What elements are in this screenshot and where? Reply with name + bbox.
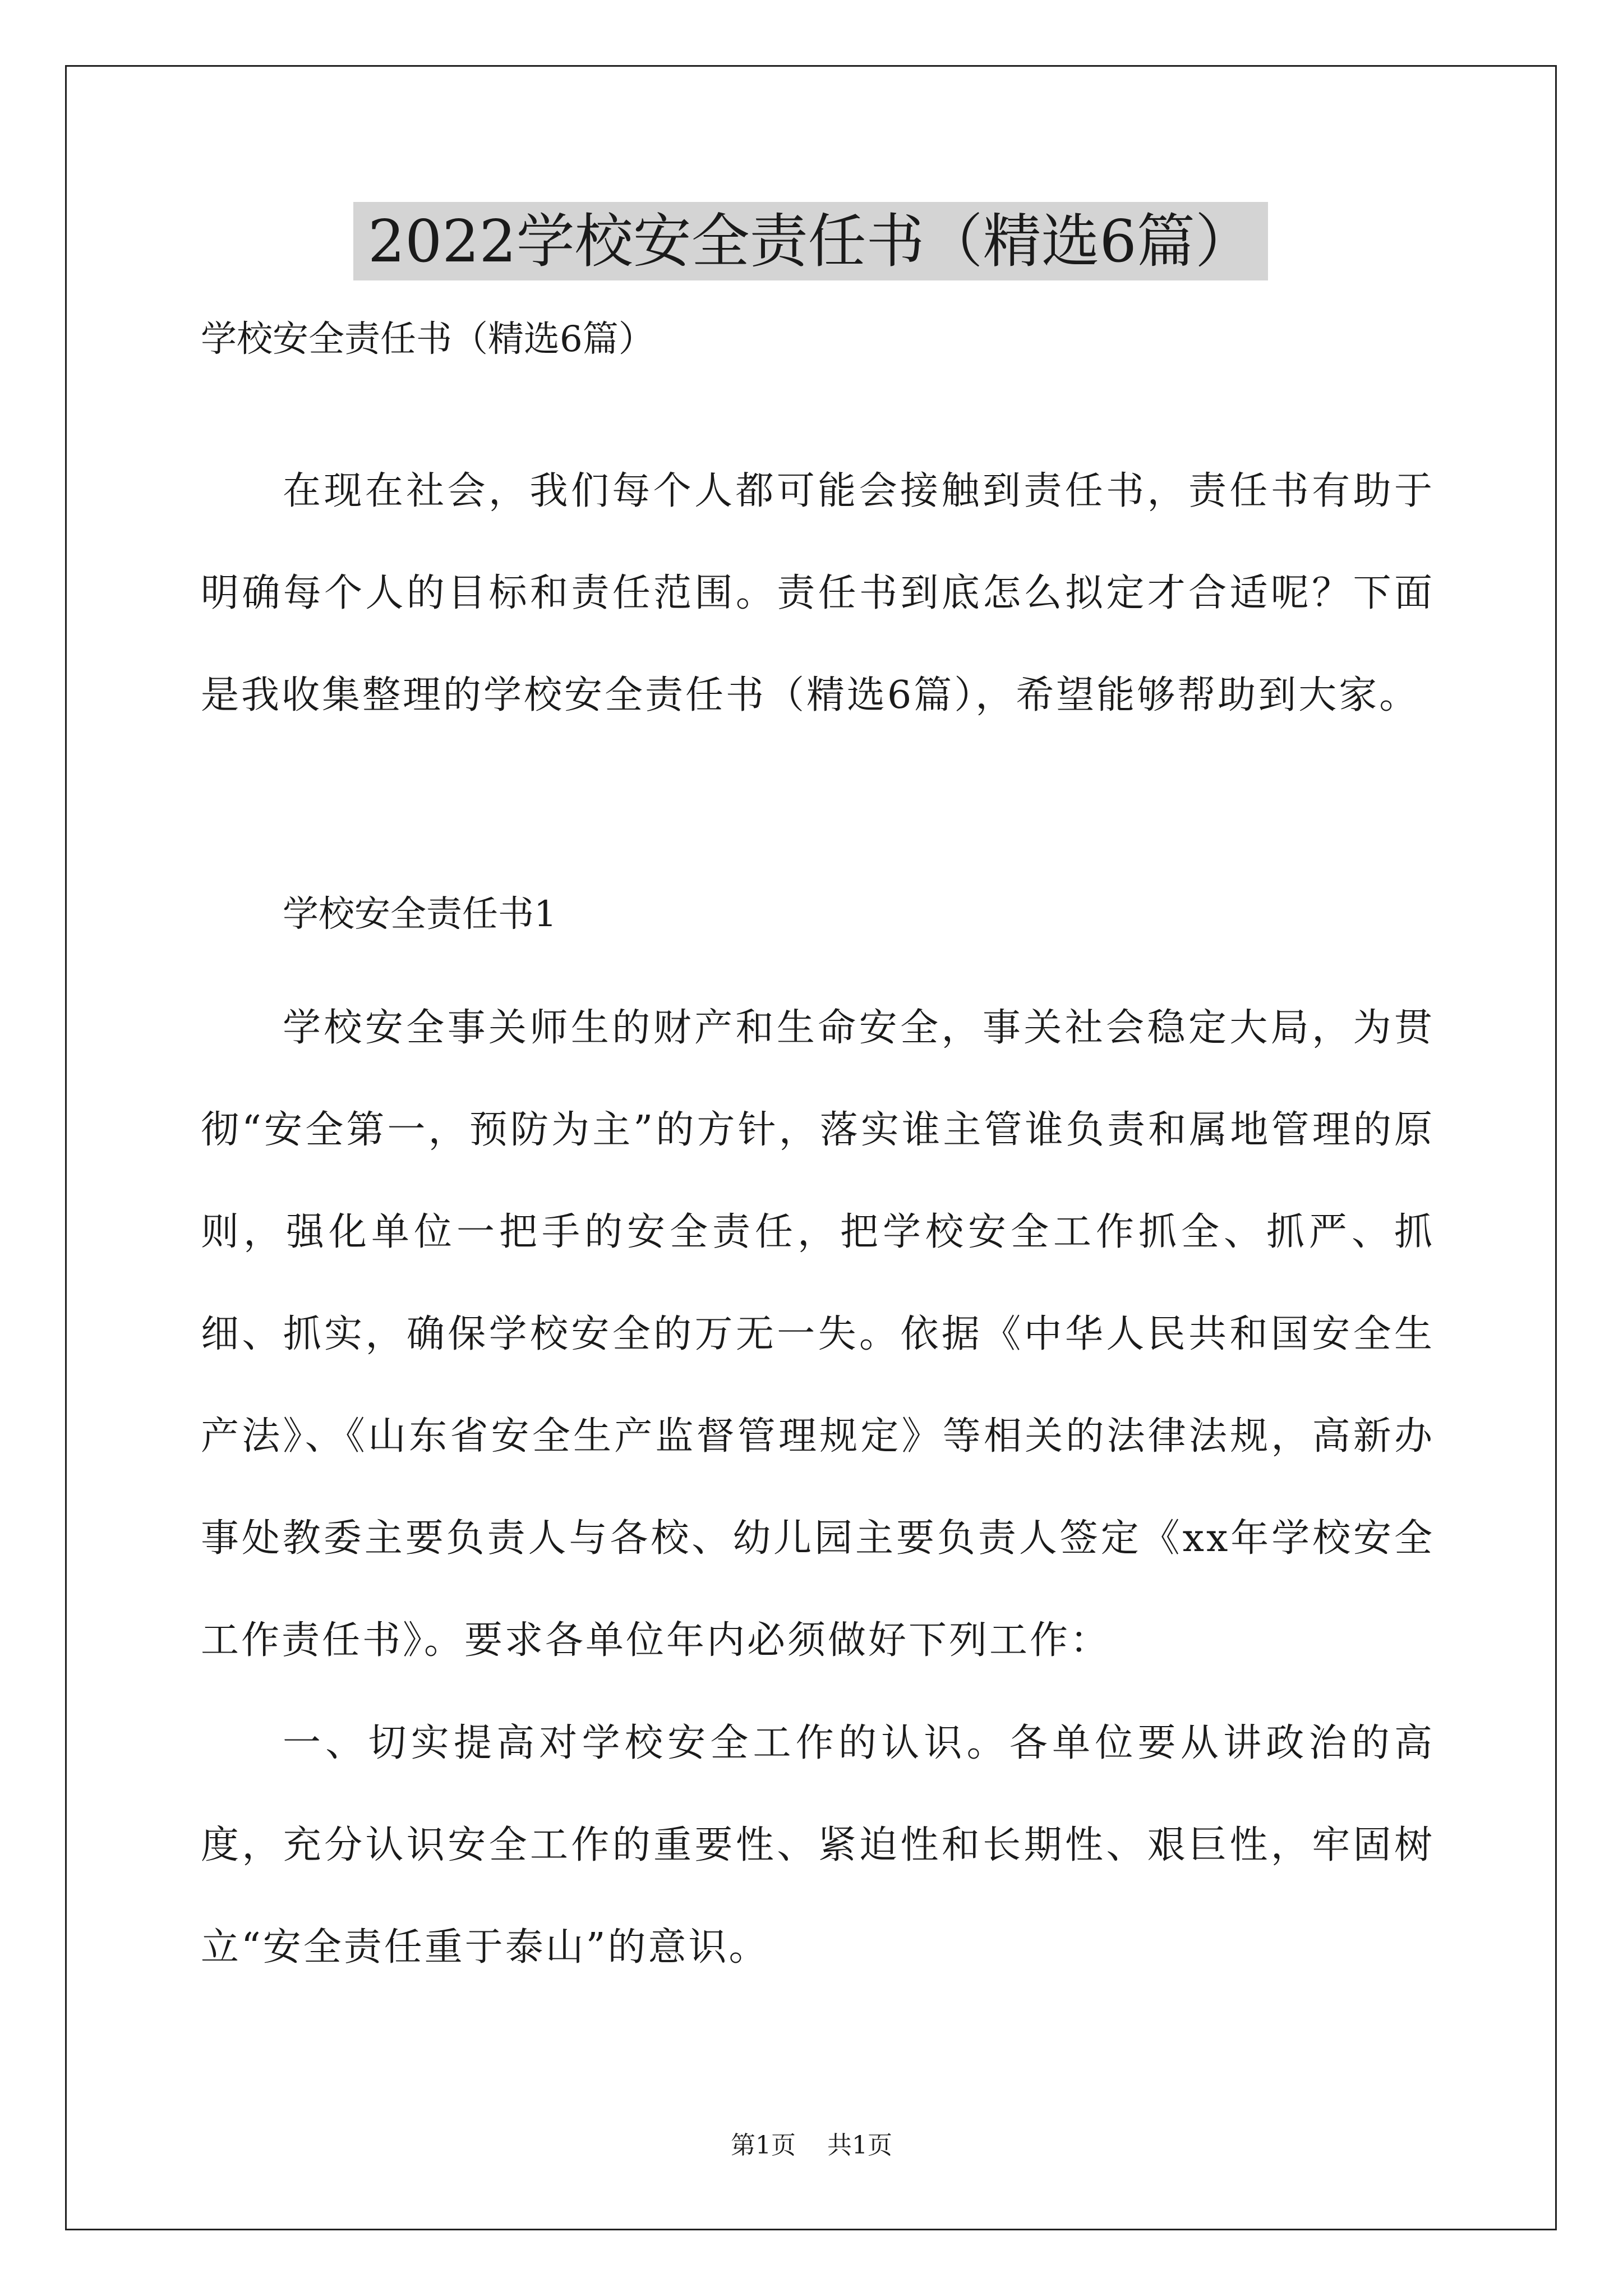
document-title: 2022学校安全责任书（精选6篇） (353, 202, 1268, 280)
page-total: 共1页 (827, 2131, 892, 2160)
page-footer (0, 2129, 1623, 2162)
body-paragraph-1: 学校安全事关师生的财产和生命安全，事关社会稳定大局，为贯彻“安全第一，预防为主”的方针，落实谁主管谁负责和属地管理的原则，强化单位一把手的安全责任，把学校安全工作抓全、抓严、抓细、抓实，确保学校安全的万无一失。依据《中华人民共和国安全生产法》、《山东省安全生产监督管理规定》等相关的法律法规，高新办事处教委主要负责人与各校、幼儿园主要负责人签定《xx年学校安全工作责任书》。要求各单位年内必须做好下列工作： (201, 1006, 1435, 1663)
body-paragraph-2: 一、切实提高对学校安全工作的认识。各单位要从讲政治的高度，充分认识安全工作的重要性、紧迫性和长期性、艰巨性，牢固树立“安全责任重于泰山”的意识。 (201, 1721, 1435, 1970)
page-number: 第1页 (731, 2131, 796, 2160)
intro-paragraph: 在现在社会，我们每个人都可能会接触到责任书，责任书有助于明确每个人的目标和责任范围。责任书到底怎么拟定才合适呢？下面是我收集整理的学校安全责任书（精选6篇），希望能够帮助到大家。 (201, 469, 1435, 717)
section-heading: 学校安全责任书1 (283, 894, 557, 935)
document-subtitle: 学校安全责任书（精选6篇） (201, 319, 654, 360)
